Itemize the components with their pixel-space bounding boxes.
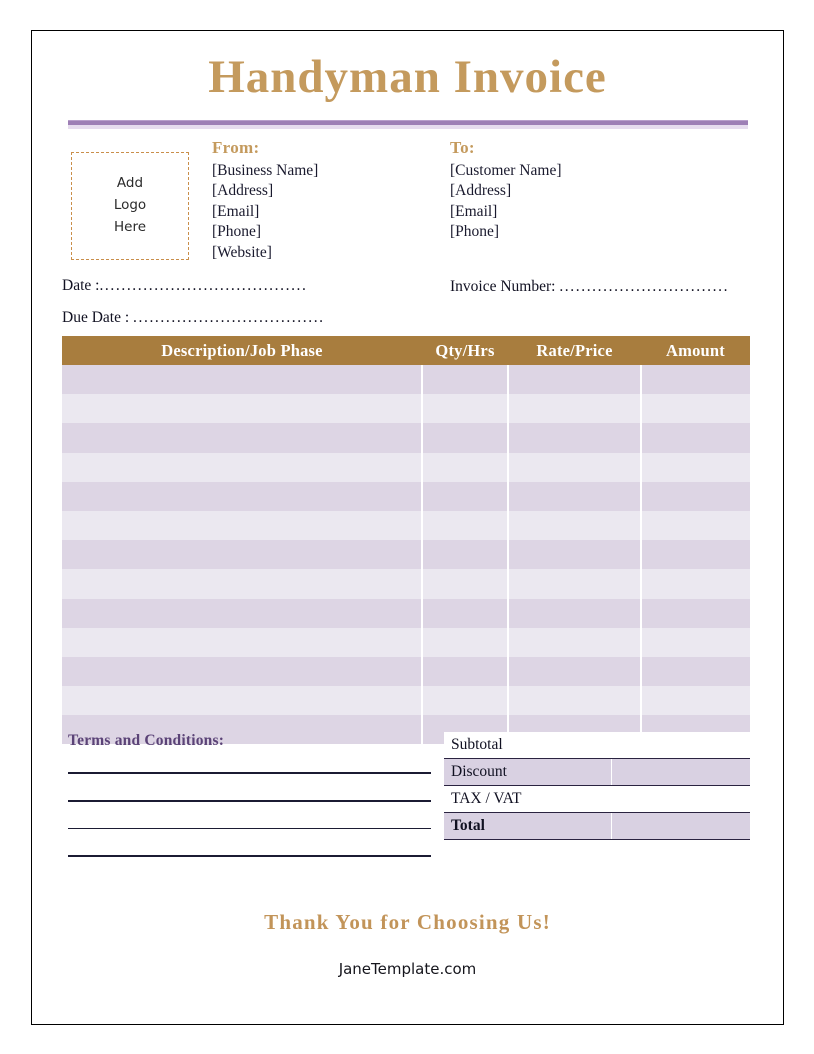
discount-label: Discount (444, 759, 611, 786)
cell-amount[interactable] (641, 482, 750, 511)
cell-description[interactable] (62, 540, 422, 569)
table-row (62, 511, 750, 540)
invoice-number-field-row[interactable] (450, 278, 729, 296)
from-business-name[interactable]: [Business Name] (212, 162, 319, 179)
date-label: Date : (62, 278, 100, 294)
cell-rate[interactable] (508, 482, 641, 511)
table-row (62, 599, 750, 628)
cell-amount[interactable] (641, 365, 750, 394)
cell-rate[interactable] (508, 540, 641, 569)
to-block (450, 138, 561, 243)
cell-rate[interactable] (508, 657, 641, 686)
total-label: Total (444, 813, 611, 840)
due-date-label: Due Date : (62, 309, 134, 325)
cell-amount[interactable] (641, 394, 750, 423)
table-row (62, 365, 750, 394)
line-items-body (62, 365, 750, 744)
cell-rate[interactable] (508, 423, 641, 452)
cell-rate[interactable] (508, 365, 641, 394)
tax-label: TAX / VAT (444, 786, 611, 813)
cell-rate[interactable] (508, 569, 641, 598)
terms-write-lines (68, 772, 433, 857)
cell-amount[interactable] (641, 511, 750, 540)
terms-line[interactable] (68, 855, 431, 857)
discount-value[interactable] (611, 759, 750, 786)
totals-row-total (444, 813, 750, 840)
from-label: From: (212, 138, 260, 157)
to-email[interactable]: [Email] (450, 202, 498, 220)
to-label: To: (450, 138, 475, 157)
cell-qty[interactable] (422, 569, 508, 598)
table-row (62, 540, 750, 569)
cell-amount[interactable] (641, 540, 750, 569)
cell-qty[interactable] (422, 686, 508, 715)
logo-line-2: Logo (113, 197, 147, 214)
totals-row-tax (444, 786, 750, 813)
terms-line[interactable] (68, 800, 431, 802)
cell-rate[interactable] (508, 686, 641, 715)
date-block (62, 278, 402, 341)
cell-qty[interactable] (422, 657, 508, 686)
due-date-dotted-leader: ................................... (133, 309, 325, 325)
column-header-qty: Qty/Hrs (422, 336, 508, 365)
brand-credit: JaneTemplate.com (338, 960, 477, 978)
add-logo-placeholder[interactable] (71, 152, 189, 260)
logo-line-1: Add (116, 175, 144, 192)
cell-description[interactable] (62, 686, 422, 715)
logo-line-3: Here (113, 218, 147, 235)
cell-rate[interactable] (508, 394, 641, 423)
totals-table (444, 732, 750, 840)
cell-rate[interactable] (508, 628, 641, 657)
cell-amount[interactable] (641, 657, 750, 686)
date-dotted-leader: ...................................... (99, 278, 308, 294)
cell-qty[interactable] (422, 540, 508, 569)
cell-description[interactable] (62, 453, 422, 482)
from-phone[interactable]: [Phone] (212, 223, 262, 241)
column-header-rate: Rate/Price (508, 336, 641, 365)
cell-qty[interactable] (422, 365, 508, 394)
cell-qty[interactable] (422, 394, 508, 423)
cell-qty[interactable] (422, 511, 508, 540)
from-address[interactable]: [Address] (212, 182, 274, 200)
total-value[interactable] (611, 813, 750, 840)
cell-description[interactable] (62, 394, 422, 423)
invoice-sheet (31, 30, 784, 1025)
cell-qty[interactable] (422, 482, 508, 511)
cell-amount[interactable] (641, 569, 750, 598)
cell-rate[interactable] (508, 599, 641, 628)
to-address[interactable]: [Address] (450, 182, 512, 200)
table-row (62, 453, 750, 482)
date-field-row[interactable] (62, 278, 402, 294)
cell-rate[interactable] (508, 511, 641, 540)
cell-description[interactable] (62, 599, 422, 628)
due-date-field-row[interactable] (62, 310, 402, 326)
cell-description[interactable] (62, 657, 422, 686)
line-items-table (62, 336, 750, 744)
cell-qty[interactable] (422, 628, 508, 657)
title-divider-shadow (68, 125, 748, 129)
to-phone[interactable]: [Phone] (450, 223, 500, 241)
invoice-number-label: Invoice Number: (450, 278, 556, 295)
table-header-row (62, 336, 750, 365)
cell-description[interactable] (62, 569, 422, 598)
table-row (62, 569, 750, 598)
terms-line[interactable] (68, 772, 431, 774)
from-email[interactable]: [Email] (212, 202, 260, 220)
from-website[interactable]: [Website] (212, 243, 272, 261)
cell-qty[interactable] (422, 423, 508, 452)
subtotal-label: Subtotal (444, 732, 611, 759)
totals-row-subtotal (444, 732, 750, 759)
invoice-number-dotted-leader: ............................... (559, 278, 730, 295)
cell-qty[interactable] (422, 599, 508, 628)
to-customer-name[interactable]: [Customer Name] (450, 162, 562, 179)
table-row (62, 482, 750, 511)
table-row (62, 394, 750, 423)
cell-description[interactable] (62, 365, 422, 394)
cell-amount[interactable] (641, 423, 750, 452)
table-row (62, 657, 750, 686)
cell-rate[interactable] (508, 453, 641, 482)
cell-description[interactable] (62, 511, 422, 540)
table-row (62, 423, 750, 452)
column-header-amount: Amount (641, 336, 750, 365)
thank-you-message: Thank You for Choosing Us! (264, 910, 551, 934)
cell-description[interactable] (62, 482, 422, 511)
terms-and-conditions-block (68, 732, 433, 883)
from-block (212, 138, 318, 263)
cell-qty[interactable] (422, 453, 508, 482)
cell-amount[interactable] (641, 599, 750, 628)
table-row (62, 686, 750, 715)
page-title: Handyman Invoice (208, 51, 607, 103)
terms-line[interactable] (68, 828, 431, 830)
subtotal-value[interactable] (611, 732, 750, 759)
terms-title: Terms and Conditions: (68, 732, 225, 749)
tax-value[interactable] (611, 786, 750, 813)
cell-description[interactable] (62, 628, 422, 657)
cell-amount[interactable] (641, 628, 750, 657)
column-header-description: Description/Job Phase (62, 336, 422, 365)
totals-row-discount (444, 759, 750, 786)
cell-amount[interactable] (641, 686, 750, 715)
table-row (62, 628, 750, 657)
cell-amount[interactable] (641, 453, 750, 482)
cell-description[interactable] (62, 423, 422, 452)
